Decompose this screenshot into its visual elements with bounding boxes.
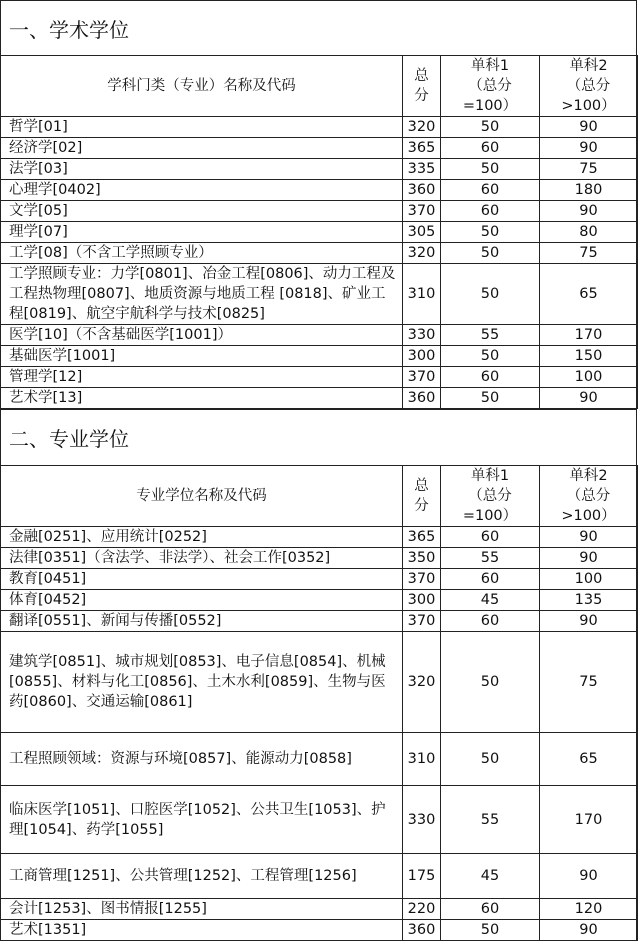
academic-degree-table (0, 55, 638, 409)
section-title-professional: 二、专业学位 (0, 409, 636, 465)
table-row: 艺术学[13] 360 50 90 (1, 388, 638, 409)
table-row: 建筑学[0851]、城市规划[0853]、电子信息[0854]、机械[0855]、材料与化工[0856]、土木水利[0859]、生物与医药[0860]、交通运输[0861] 320 50 75 (1, 632, 638, 733)
table-row: 法学[03] 335 50 75 (1, 159, 638, 180)
table-header-row (1, 466, 638, 527)
header-single1: 单科1 （总分 =100） (441, 466, 540, 527)
table-row: 经济学[02] 365 60 90 (1, 138, 638, 159)
section-title-academic: 一、学术学位 (0, 0, 636, 55)
table-row: 工商管理[1251]、公共管理[1252]、工程管理[1256] 175 45 90 (1, 854, 638, 899)
table-row: 心理学[0402] 360 60 180 (1, 180, 638, 201)
table-row: 金融[0251]、应用统计[0252] 365 60 90 (1, 527, 638, 548)
table-header-row (1, 56, 638, 117)
table-row: 工学照顾专业：力学[0801]、冶金工程[0806]、动力工程及工程热物理[0807]、地质资源与地质工程 [0818]、矿业工程[0819]、航空宇航科学与技术[0825] 310 50 65 (1, 264, 638, 325)
table-row: 翻译[0551]、新闻与传播[0552] 370 60 90 (1, 611, 638, 632)
header-single1: 单科1 （总分 =100） (441, 56, 540, 117)
table-row: 工学[08]（不含工学照顾专业） 320 50 75 (1, 243, 638, 264)
header-single2: 单科2 （总分 >100） (540, 466, 638, 527)
table-row: 体育[0452] 300 45 135 (1, 590, 638, 611)
table-row: 医学[10]（不含基础医学[1001]） 330 55 170 (1, 325, 638, 346)
table-row: 临床医学[1051]、口腔医学[1052]、公共卫生[1053]、护理[1054]、药学[1055] 330 55 170 (1, 786, 638, 854)
header-total: 总 分 (403, 56, 441, 117)
header-total: 总 分 (403, 466, 441, 527)
header-subject-name: 专业学位名称及代码 (1, 466, 403, 527)
table-row: 哲学[01] 320 50 90 (1, 117, 638, 138)
table-row: 艺术[1351] 360 50 90 (1, 920, 638, 941)
header-single2: 单科2 （总分 >100） (540, 56, 638, 117)
table-row: 工程照顾领域：资源与环境[0857]、能源动力[0858] 310 50 65 (1, 733, 638, 786)
table-row: 文学[05] 370 60 90 (1, 201, 638, 222)
header-subject-name: 学科门类（专业）名称及代码 (1, 56, 403, 117)
table-row: 法律[0351]（含法学、非法学）、社会工作[0352] 350 55 90 (1, 548, 638, 569)
table-row: 会计[1253]、图书情报[1255] 220 60 120 (1, 899, 638, 920)
table-row: 基础医学[1001] 300 50 150 (1, 346, 638, 367)
table-row: 管理学[12] 370 60 100 (1, 367, 638, 388)
table-row: 教育[0451] 370 60 100 (1, 569, 638, 590)
table-row: 理学[07] 305 50 80 (1, 222, 638, 243)
professional-degree-table (0, 465, 638, 941)
